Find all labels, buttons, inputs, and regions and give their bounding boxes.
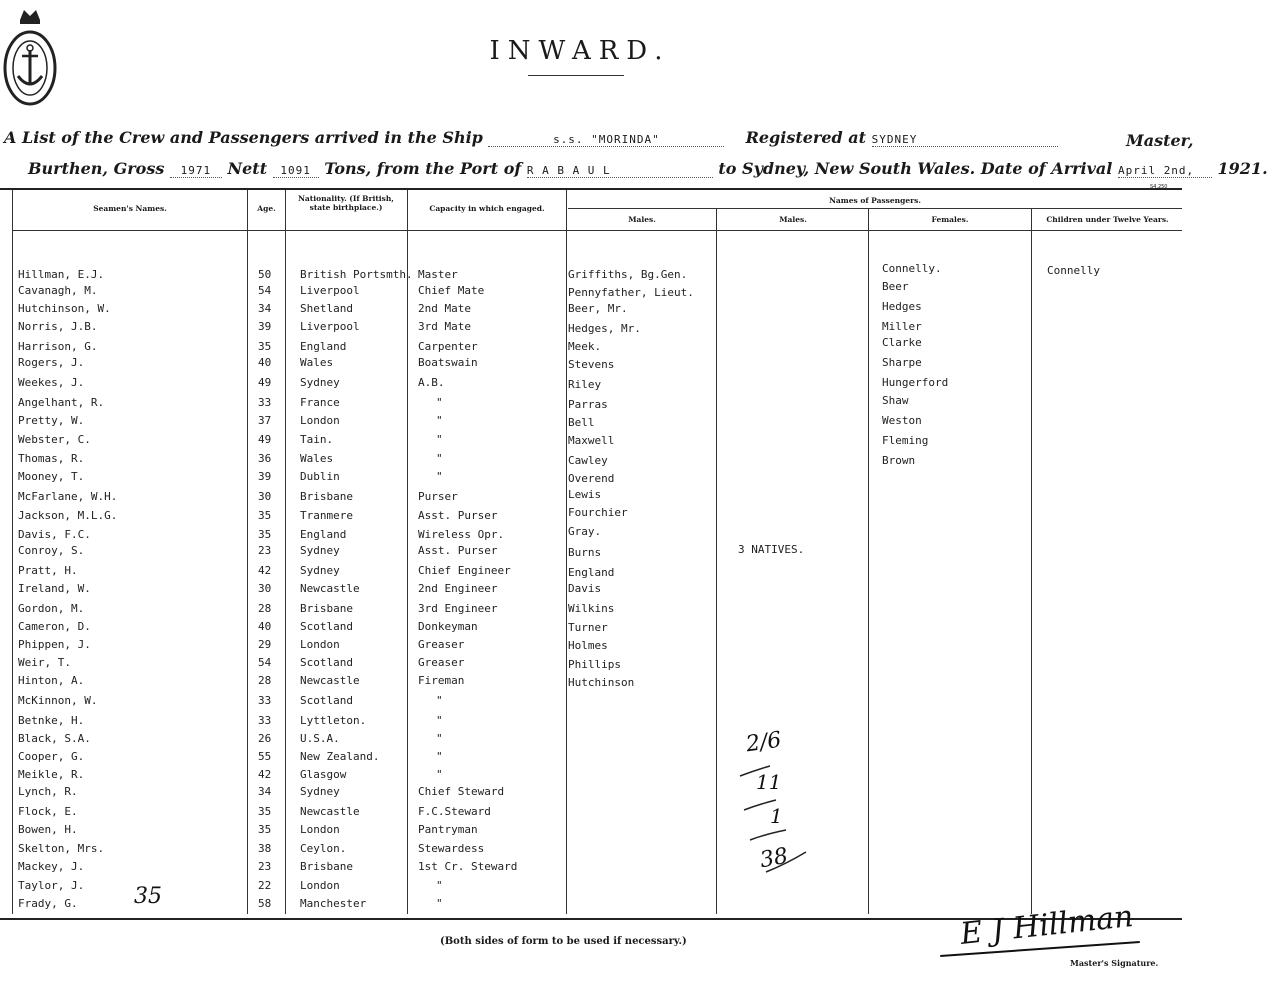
crew-capacity: 1st Cr. Steward — [418, 860, 518, 873]
crew-nationality: London — [300, 414, 340, 427]
crew-name: Cameron, D. — [18, 620, 91, 633]
passenger-male: Bell — [568, 416, 595, 429]
passenger-male: Turner — [568, 621, 608, 634]
passenger-female: Miller — [882, 320, 922, 333]
crew-capacity: F.C.Steward — [418, 805, 491, 818]
crew-capacity: " — [436, 452, 443, 465]
column-rule — [407, 190, 408, 914]
arrival-year: 1921. — [1217, 159, 1268, 178]
crew-capacity: Chief Steward — [418, 785, 505, 798]
crew-nationality: Brisbane — [300, 602, 353, 615]
passenger-female: Sharpe — [882, 356, 922, 369]
crew-name: Pretty, W. — [18, 414, 85, 427]
crew-nationality: Glasgow — [300, 768, 347, 781]
crew-nationality: Liverpool — [300, 284, 360, 297]
passenger-male: Pennyfather, Lieut. — [568, 286, 694, 299]
column-rule — [868, 209, 869, 914]
passenger-male: Riley — [568, 378, 602, 391]
passenger-male: Overend — [568, 472, 615, 485]
passenger-male: Cawley — [568, 454, 608, 467]
crew-nationality: Scotland — [300, 694, 353, 707]
col-females: Females. — [931, 215, 969, 224]
crew-name: Meikle, R. — [18, 768, 85, 781]
arrival-label: Date of Arrival — [980, 159, 1113, 178]
passenger-male: Wilkins — [568, 602, 615, 615]
crew-age: 42 — [258, 564, 272, 577]
crew-capacity: Stewardess — [418, 842, 485, 855]
page-title: INWARD. — [489, 36, 671, 66]
passenger-female: Beer — [882, 280, 909, 293]
crew-nationality: Newcastle — [300, 674, 360, 687]
crew-name: Betnke, H. — [18, 714, 85, 727]
passenger-female: Clarke — [882, 336, 922, 349]
form-number: S4.250 — [1150, 184, 1168, 190]
column-rule — [1031, 209, 1032, 914]
crew-nationality: Sydney — [300, 376, 340, 389]
crew-name: Rogers, J. — [18, 356, 85, 369]
crew-capacity: Pantryman — [418, 823, 478, 836]
tally-annotation-4: 38 — [758, 843, 790, 874]
crew-name: Mooney, T. — [18, 470, 85, 483]
crew-nationality: British Portsmth. — [300, 268, 413, 281]
crew-nationality: France — [300, 396, 340, 409]
crew-nationality: Lyttleton. — [300, 714, 367, 727]
crew-capacity: " — [436, 768, 443, 781]
nett-label: Nett — [227, 159, 268, 178]
crew-capacity: " — [436, 433, 443, 446]
crew-capacity: Master — [418, 268, 458, 281]
shipping-master-seal-icon — [2, 6, 58, 106]
gross-tons: 1971 — [170, 164, 222, 178]
crew-nationality: Newcastle — [300, 582, 360, 595]
crew-age: 40 — [258, 620, 272, 633]
crew-name: Davis, F.C. — [18, 528, 91, 541]
crew-total-annotation: 35 — [134, 884, 162, 909]
passenger-female: Hedges — [882, 300, 922, 313]
crew-capacity: " — [436, 414, 443, 427]
crew-age: 30 — [258, 490, 272, 503]
crew-capacity: " — [436, 714, 443, 727]
crew-name: McKinnon, W. — [18, 694, 98, 707]
crew-name: Ireland, W. — [18, 582, 91, 595]
crew-nationality: Ceylon. — [300, 842, 347, 855]
col-children: Children under Twelve Years. — [1046, 215, 1169, 224]
passenger-male: Davis — [568, 582, 602, 595]
col-males: Males. — [628, 215, 656, 224]
passenger-male: Holmes — [568, 639, 608, 652]
passenger-female: Brown — [882, 454, 916, 467]
passenger-male: Griffiths, Bg.Gen. — [568, 268, 688, 281]
crew-name: Frady, G. — [18, 897, 78, 910]
crew-capacity: 3rd Engineer — [418, 602, 498, 615]
passenger-header-divider — [568, 208, 1182, 209]
crew-capacity: " — [436, 732, 443, 745]
crew-age: 33 — [258, 396, 272, 409]
nett-tons: 1091 — [273, 164, 319, 178]
crew-age: 34 — [258, 302, 272, 315]
footer-note: (Both sides of form to be used if necessary.) — [440, 936, 687, 947]
crew-age: 55 — [258, 750, 272, 763]
master-label: Master, — [1126, 131, 1194, 150]
passenger-male: Stevens — [568, 358, 615, 371]
crew-capacity: Boatswain — [418, 356, 478, 369]
burthen-line — [28, 159, 1268, 178]
col-seamen-names: Seamen's Names. — [93, 204, 167, 213]
passenger-female: Weston — [882, 414, 922, 427]
crew-capacity: Greaser — [418, 638, 465, 651]
passenger-male: Burns — [568, 546, 602, 559]
crew-age: 54 — [258, 284, 272, 297]
crew-age: 36 — [258, 452, 272, 465]
crew-age: 38 — [258, 842, 272, 855]
passenger-male: Fourchier — [568, 506, 628, 519]
crew-nationality: London — [300, 638, 340, 651]
crew-capacity: Fireman — [418, 674, 465, 687]
passenger-female: Fleming — [882, 434, 929, 447]
crew-age: 28 — [258, 674, 272, 687]
crew-age: 23 — [258, 860, 272, 873]
crew-name: Norris, J.B. — [18, 320, 98, 333]
crew-age: 33 — [258, 714, 272, 727]
arrival-date: April 2nd, — [1118, 164, 1212, 178]
crew-age: 50 — [258, 268, 272, 281]
crew-capacity: " — [436, 750, 443, 763]
crew-name: Harrison, G. — [18, 340, 98, 353]
col-males-2: Males. — [779, 215, 807, 224]
crew-age: 54 — [258, 656, 272, 669]
crew-name: Thomas, R. — [18, 452, 85, 465]
passenger-male: Gray. — [568, 525, 602, 538]
crew-age: 35 — [258, 340, 272, 353]
crew-capacity: " — [436, 879, 443, 892]
column-rule — [285, 190, 286, 914]
crew-nationality: London — [300, 879, 340, 892]
crew-name: Webster, C. — [18, 433, 91, 446]
crew-nationality: Sydney — [300, 785, 340, 798]
passenger-male-natives: 3 NATIVES. — [738, 543, 805, 556]
crew-nationality: Sydney — [300, 544, 340, 557]
crew-capacity: " — [436, 694, 443, 707]
crew-age: 49 — [258, 376, 272, 389]
signature-label: Master's Signature. — [1070, 958, 1159, 968]
crew-nationality: Scotland — [300, 656, 353, 669]
crew-age: 26 — [258, 732, 272, 745]
crew-nationality: Wales — [300, 356, 334, 369]
crew-capacity: Chief Engineer — [418, 564, 511, 577]
title-underline — [528, 75, 624, 76]
crew-age: 34 — [258, 785, 272, 798]
crew-age: 28 — [258, 602, 272, 615]
registered-at: SYDNEY — [872, 133, 1058, 147]
crew-age: 35 — [258, 528, 272, 541]
passenger-male: Maxwell — [568, 434, 615, 447]
crew-capacity: " — [436, 396, 443, 409]
crew-capacity: A.B. — [418, 376, 445, 389]
registered-label: Registered at — [745, 128, 867, 147]
crew-nationality: Liverpool — [300, 320, 360, 333]
tally-annotation-1: 2/6 — [744, 727, 783, 758]
crew-name: Hutchinson, W. — [18, 302, 111, 315]
col-age: Age. — [257, 204, 276, 213]
crew-name: Hillman, E.J. — [18, 268, 105, 281]
crew-capacity: 2nd Engineer — [418, 582, 498, 595]
crew-nationality: Scotland — [300, 620, 353, 633]
passenger-male: Meek. — [568, 340, 602, 353]
crew-name: Gordon, M. — [18, 602, 85, 615]
passenger-female: Connelly. — [882, 262, 942, 275]
crew-nationality: U.S.A. — [300, 732, 340, 745]
crew-capacity: Asst. Purser — [418, 509, 498, 522]
column-rule — [12, 190, 13, 914]
crew-age: 42 — [258, 768, 272, 781]
burthen-label: Burthen, Gross — [28, 159, 165, 178]
to-label: to Sydney, New South Wales. — [718, 159, 976, 178]
crew-age: 33 — [258, 694, 272, 707]
crew-capacity: Greaser — [418, 656, 465, 669]
crew-age: 22 — [258, 879, 272, 892]
crew-age: 40 — [258, 356, 272, 369]
passenger-male: Hutchinson — [568, 676, 635, 689]
crew-capacity: Purser — [418, 490, 458, 503]
column-rule — [716, 209, 717, 914]
crew-nationality: Tranmere — [300, 509, 353, 522]
crew-name: Angelhant, R. — [18, 396, 105, 409]
crew-name: Pratt, H. — [18, 564, 78, 577]
crew-capacity: 3rd Mate — [418, 320, 471, 333]
crew-age: 35 — [258, 805, 272, 818]
crew-nationality: Brisbane — [300, 490, 353, 503]
ship-line-prefix: A List of the Crew and Passengers arrived in the Ship — [4, 128, 483, 147]
crew-nationality: New Zealand. — [300, 750, 380, 763]
crew-name: Cavanagh, M. — [18, 284, 98, 297]
crew-age: 29 — [258, 638, 272, 651]
crew-nationality: London — [300, 823, 340, 836]
crew-capacity: Asst. Purser — [418, 544, 498, 557]
master-signature: E J Hillman — [958, 899, 1135, 952]
passenger-male: England — [568, 566, 615, 579]
crew-capacity: 2nd Mate — [418, 302, 471, 315]
crew-name: Weir, T. — [18, 656, 71, 669]
crew-capacity: Donkeyman — [418, 620, 478, 633]
ship-name: s.s. "MORINDA" — [488, 133, 724, 147]
crew-nationality: Shetland — [300, 302, 353, 315]
column-rule — [566, 190, 567, 914]
crew-name: Taylor, J. — [18, 879, 85, 892]
passenger-male: Phillips — [568, 658, 621, 671]
crew-name: Flock, E. — [18, 805, 78, 818]
crew-age: 37 — [258, 414, 272, 427]
ship-line — [4, 128, 1058, 147]
crew-nationality: Sydney — [300, 564, 340, 577]
crew-nationality: England — [300, 340, 347, 353]
tally-annotation-3: 1 — [770, 804, 783, 828]
passenger-female: Shaw — [882, 394, 909, 407]
crew-name: Phippen, J. — [18, 638, 91, 651]
crew-age: 39 — [258, 470, 272, 483]
tally-strokes-icon — [736, 756, 816, 876]
crew-capacity: Carpenter — [418, 340, 478, 353]
crew-name: Skelton, Mrs. — [18, 842, 105, 855]
port-of-origin: R A B A U L — [527, 164, 713, 178]
crew-nationality: England — [300, 528, 347, 541]
col-capacity: Capacity in which engaged. — [429, 204, 545, 213]
crew-nationality: Brisbane — [300, 860, 353, 873]
crew-nationality: Newcastle — [300, 805, 360, 818]
passenger-male: Beer, Mr. — [568, 302, 628, 315]
crew-nationality: Dublin — [300, 470, 340, 483]
crew-capacity: Wireless Opr. — [418, 528, 505, 541]
header-divider — [12, 230, 1182, 231]
crew-name: Mackey, J. — [18, 860, 85, 873]
passenger-female: Hungerford — [882, 376, 949, 389]
crew-name: Black, S.A. — [18, 732, 91, 745]
passenger-male: Parras — [568, 398, 608, 411]
crew-age: 39 — [258, 320, 272, 333]
crew-name: McFarlane, W.H. — [18, 490, 118, 503]
crew-name: Conroy, S. — [18, 544, 85, 557]
col-passengers: Names of Passengers. — [829, 196, 921, 205]
passenger-child: Connelly — [1047, 264, 1100, 277]
column-rule — [247, 190, 248, 914]
crew-age: 35 — [258, 823, 272, 836]
crew-name: Jackson, M.L.G. — [18, 509, 118, 522]
crew-name: Bowen, H. — [18, 823, 78, 836]
crew-capacity: " — [436, 897, 443, 910]
crew-nationality: Tain. — [300, 433, 334, 446]
crew-age: 58 — [258, 897, 272, 910]
crew-age: 35 — [258, 509, 272, 522]
crew-capacity: " — [436, 470, 443, 483]
crew-age: 30 — [258, 582, 272, 595]
crew-name: Weekes, J. — [18, 376, 85, 389]
crew-name: Cooper, G. — [18, 750, 85, 763]
crew-capacity: Chief Mate — [418, 284, 485, 297]
crew-name: Lynch, R. — [18, 785, 78, 798]
passenger-male: Lewis — [568, 488, 602, 501]
col-nationality: Nationality. (If British, state birthplace.) — [298, 194, 394, 212]
passenger-male: Hedges, Mr. — [568, 322, 641, 335]
crew-name: Hinton, A. — [18, 674, 85, 687]
crew-nationality: Wales — [300, 452, 334, 465]
crew-age: 23 — [258, 544, 272, 557]
tally-annotation-2: 11 — [756, 770, 782, 794]
crew-nationality: Manchester — [300, 897, 367, 910]
tons-label: Tons, from the Port of — [324, 159, 522, 178]
crew-age: 49 — [258, 433, 272, 446]
